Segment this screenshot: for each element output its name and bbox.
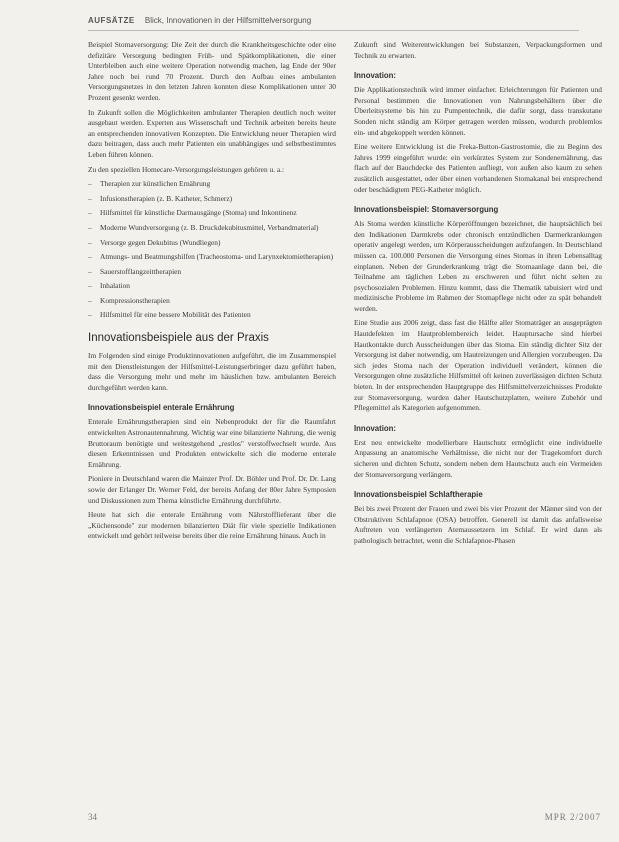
paragraph: Eine Studie aus 2006 zeigt, dass fast die Hälfte aller Stomaträger an ausgeprägten Hautdefekten im Hautproblembereich leidet. Hauptursache sind hierbei Hautkontakte durch Ausscheidungen über das Stoma. Ein ständig dichter Sitz der Versorgung ist daher notwendig, um Hautreizungen und Allergien vorzubeugen. Da sich jedes Stoma nach der Operation individuell verändert, können die Versorgungen ohne zusätzliche Hilfsmittel oft keinen zuverlässigen dichten Schutz bieten. In der entsprechenden Hauptgruppe des Hilfsmittelverzeichnisses Produkte zur Stomaversorgung, wurden daher Hautschutzplatten, weitere Zubehör und Pflegemittel als Kategorien aufgenommen.	[354, 318, 602, 413]
paragraph: Erst neu entwickelte modellierbare Hautschutz ermöglicht eine individuelle Anpassung an anatomische Verhältnisse, die nicht nur der Tragekomfort durch sicheren und dichten Schutz, sondern neben dem Hautschutz auch ein Vermeiden der Stomaversorgung verlängern.	[354, 437, 602, 479]
paragraph: Im Folgenden sind einige Produktinnovationen aufgeführt, die im Zusammenspiel mit den Dienstleistungen der Hilfsmittel-Leistungserbringer dazu geführt haben, dass die Versorgung mehr und mehr im häuslichen bzw. ambulanten Bereich durchgeführt werden kann.	[88, 351, 336, 392]
journal-issue: MPR 2/2007	[544, 812, 601, 822]
subsection-heading: Innovation:	[354, 423, 397, 433]
paragraph: In Zukunft sollen die Möglichkeiten ambulanter Therapien deutlich noch weiter ausgebaut werden. Experten aus Wissenschaft und Technik arbeiten bereits heute an entsprechenden innovativen Konzepten. Die Entwicklung neuer Therapien wird dazu beitragen, dass auch mehr Patienten ein unabhängiges und selbstbestimmtes Leben führen können.	[88, 107, 336, 159]
subsection-heading: Innovationsbeispiel Schlaftherapie	[354, 490, 483, 500]
section-heading: Innovationsbeispiele aus der Praxis	[88, 332, 269, 345]
list-item: – Atmungs- und Beatmungshilfen (Tracheostoma- und Larynxektomietherapien)	[88, 252, 336, 263]
running-head	[88, 16, 579, 25]
paragraph: Heute hat sich die enterale Ernährung vom Nährstofflieferant über die „Küchensonde" zur modernen bilanzierten Diät für viele spezielle Indikationen entwickelt und gehört teilweise bereits über die reine Ernährung hinaus. Auch in	[88, 510, 336, 541]
list-item: – Hilfsmittel für künstliche Darmausgänge (Stoma) und Inkontinenz	[88, 208, 336, 219]
list-item: – Versorge gegen Dekubitus (Wundliegen)	[88, 238, 336, 249]
page-number: 34	[88, 812, 97, 822]
article-title: Blick, Innovationen in der Hilfsmittelversorgung	[144, 16, 312, 25]
left-column	[88, 40, 336, 546]
list-item: – Hilfsmittel für eine bessere Mobilität des Patienten	[88, 310, 336, 321]
section-label: AUFSÄTZE	[88, 16, 135, 25]
subsection-heading: Innovationsbeispiel enterale Ernährung	[88, 403, 235, 413]
subsection-heading: Innovationsbeispiel: Stomaversorgung	[354, 205, 499, 215]
list-item: – Kompressionstherapien	[88, 296, 336, 307]
list-item: – Infusionstherapien (z. B. Katheter, Schmerz)	[88, 194, 336, 205]
list-item: – Moderne Wundversorgung (z. B. Druckdekubitusmittel, Verbandmaterial)	[88, 223, 336, 234]
list-item: – Therapien zur künstlichen Ernährung	[88, 179, 336, 190]
paragraph: Bei bis zwei Prozent der Frauen und zwei bis vier Prozent der Männer sind von der Obstruktiven Schlafapnoe (OSA) betroffen. Generell ist damit das anfallsweise Auftreten von verlängerten Atemaussetzern im Schlaf. Er wird dann als pathologisch betrachtet, wenn die Schlafapnoe-Phasen	[354, 504, 602, 545]
paragraph: Zukunft sind Weiterentwicklungen bei Substanzen, Verpackungsformen und Technik zu erwarten.	[354, 40, 602, 60]
homecare-list	[88, 179, 336, 321]
paragraph: Eine weitere Entwicklung ist die Freka-Button-Gastrostomie, die zu Beginn des Jahres 1999 eingeführt wurde: ein verkürztes System zur Sondenernährung, das flach auf der Bauchdecke des Patienten aufliegt, von außen also kaum zu sehen zusätzlich ausgestattet, oder über einen vorhandenen Stomakanal bei entsprechend oder beschädigtem PEG-Katheter möglich.	[354, 142, 602, 194]
paragraph: Beispiel Stomaversorgung: Die Zeit der durch die Krankheitsgeschichte oder eine defizitäre Versorgung bedingten Früh- und Spätkomplikationen, die einer Unterbleiben auch eine weitere Operation notwendig machen, lag Ende der 90er Jahre noch bei rund 70 Prozent. Durch den Aufbau eines ambulanten Versorgungsnetzes in den letzten Jahren konnten diese Komplikationen unter 30 Prozent gesenkt werden.	[88, 40, 336, 102]
header-rule	[88, 30, 579, 31]
subsection-heading: Innovation:	[354, 71, 397, 81]
paragraph: Pioniere in Deutschland waren die Mainzer Prof. Dr. Böhler und Prof. Dr. Dr. Lang sowie der Erlanger Dr. Werner Feld, der bereits Anfang der 80er Jahre Symposien und Diskussionen zum Thema künstliche Ernährung durchführte.	[88, 474, 336, 505]
right-column	[354, 40, 602, 551]
list-item: – Sauerstofflangzeittherapien	[88, 267, 336, 278]
paragraph: Die Applikationstechnik wird immer einfacher. Erleichterungen für Patienten und Personal bestimmen die Innovationen von Nahrungsbehältern über die Überleitsysteme bis hin zu Pumpentechnik, die dafür sorgt, dass transkutane Sonden nicht ständig am Körper getragen werden müssen, wodurch problemlos ein- und abgekoppelt werden können.	[354, 85, 602, 137]
paragraph: Enterale Ernährungstherapien sind ein Nebenprodukt der für die Raumfahrt entwickelten Astronautennahrung. Wichtig war eine bilanzierte Nahrung, die wenig Bruttoraum benötigte und weitestgehend „restlos" verstoffwechselt wurde. Aus diesen Erkenntnissen und Produkten entwickelte sich die moderne enterale Ernährung.	[88, 417, 336, 469]
paragraph: Als Stoma werden künstliche Körperöffnungen bezeichnet, die hauptsächlich bei den Indikationen Darmkrebs oder chronisch entzündlichen Darmerkrankungen operativ angelegt werden, um Körperausscheidungen aufzufangen. In Deutschland müssen ca. 100.000 Personen die Versorgung eines Stomas in ihren Lebensalltag einplanen. Neben der Grunderkrankung trägt die Stomaanlage dann bei, die Teilnahme am täglichen Leben zu erschweren und führt nicht selten zu psychosozialen Problemen. Hinzu kommt, dass die Thematik tabuisiert wird und medizinische Probleme im Rahmen der Stomapflege nicht oder zu spät behandelt werden.	[354, 219, 602, 313]
paragraph: Zu den speziellen Homecare-Versorgungsleistungen gehören u. a.:	[88, 164, 285, 174]
list-item: – Inhalation	[88, 281, 336, 292]
